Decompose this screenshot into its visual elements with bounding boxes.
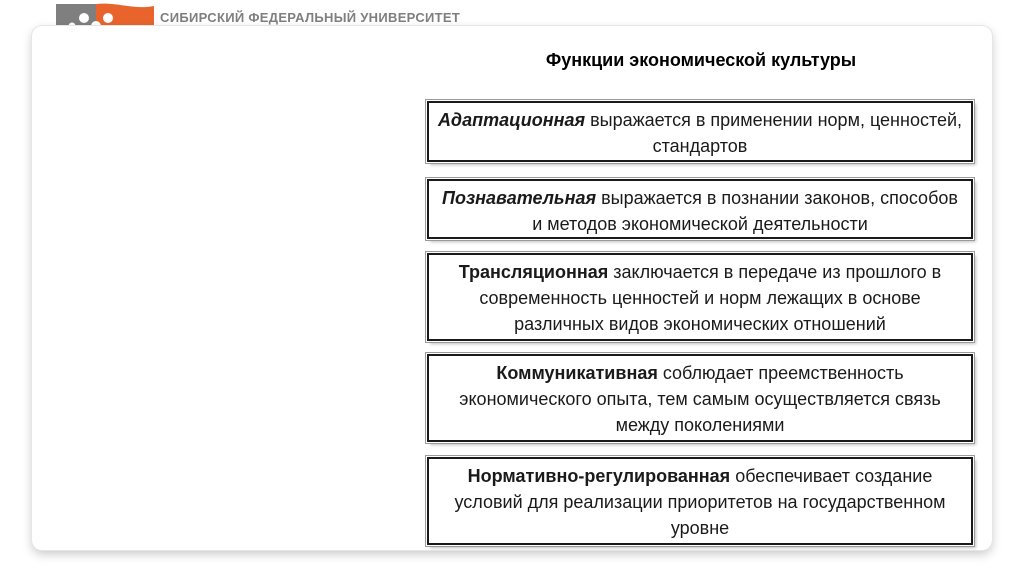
- function-box-communicative: [427, 354, 973, 442]
- slide-title: Функции экономической культуры: [545, 50, 857, 70]
- function-box-normative: [427, 457, 973, 545]
- function-text: выражается в применении норм, ценностей, стандартов: [585, 110, 963, 156]
- function-box-translational: [427, 253, 973, 341]
- function-box-adaptive: [427, 101, 973, 162]
- university-name-ru: СИБИРСКИЙ ФЕДЕРАЛЬНЫЙ УНИВЕРСИТЕТ: [160, 10, 461, 25]
- function-term: Коммуникативная: [496, 363, 658, 383]
- function-text: выражается в познании законов, способов и методов экономической деятельности: [532, 188, 958, 234]
- function-text: заключается в передаче из прошлого в современность ценностей и норм лежащих в основе различных видов экономических отношений: [479, 262, 942, 334]
- function-text: соблюдает преемственность экономического опыта, тем самым осуществляется связь между поколениями: [459, 363, 941, 435]
- function-term: Адаптационная: [437, 110, 586, 130]
- function-text: обеспечивает создание условий для реализации приоритетов на государственном уровне: [454, 466, 946, 538]
- function-term: Нормативно-регулированная: [467, 466, 731, 486]
- function-box-cognitive: [427, 179, 973, 239]
- function-term: Трансляционная: [458, 262, 609, 282]
- function-term: Познавательная: [442, 188, 597, 208]
